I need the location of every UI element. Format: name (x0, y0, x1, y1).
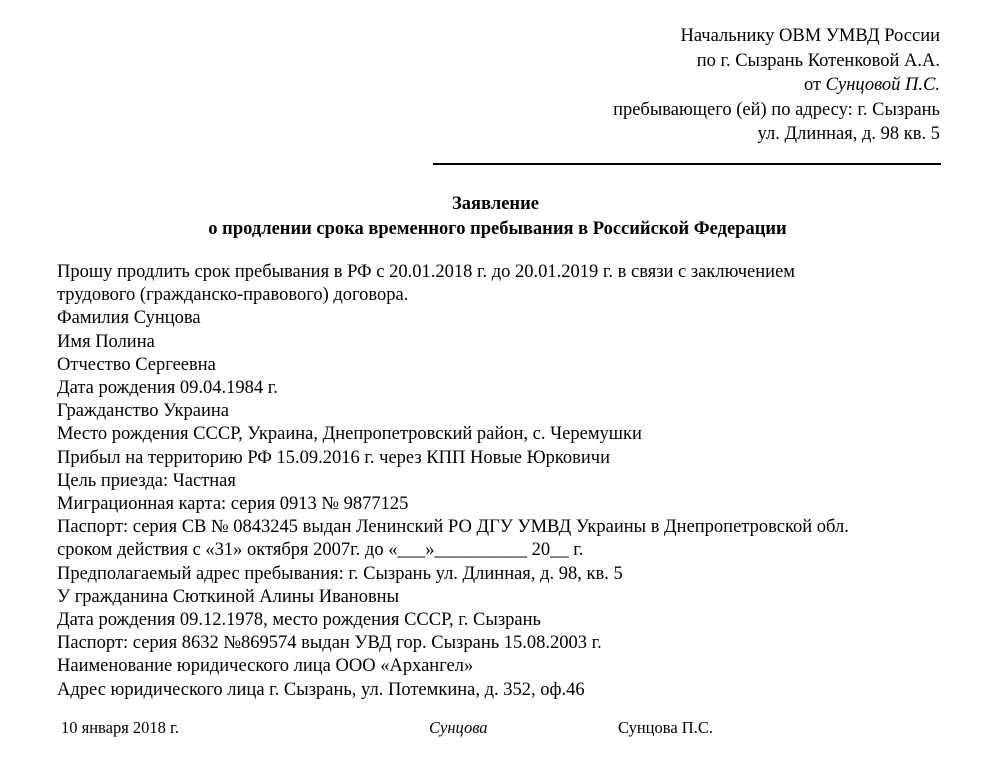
purpose-line: Цель приезда: Частная (57, 470, 236, 491)
host-name-line: У гражданина Сюткиной Алины Ивановны (57, 586, 400, 607)
body-line: Прошу продлить срок пребывания в РФ с 20.01.2018 г. до 20.01.2019 г. в связи с заключением (57, 262, 795, 282)
signature: Сунцова (429, 718, 488, 737)
document-body (57, 261, 947, 702)
birth-date-line: Дата рождения 09.04.1984 г. (57, 378, 278, 399)
addressee-block (613, 24, 940, 147)
citizenship-line: Гражданство Украина (57, 401, 230, 422)
passport-line: Паспорт: серия СВ № 0843245 выдан Ленинский РО ДГУ УМВД Украины в Днепропетровской обл. (57, 517, 849, 538)
arrival-line: Прибыл на территорию РФ 15.09.2016 г. через КПП Новые Юрковичи (57, 447, 611, 468)
sender-name: Сунцовой П.С. (825, 75, 940, 95)
sender-address-line-2: ул. Длинная, д. 98 кв. 5 (757, 124, 940, 144)
birth-place-line: Место рождения СССР, Украина, Днепропетровский район, с. Черемушки (57, 424, 642, 445)
document-title (0, 192, 987, 242)
sender-line (613, 73, 940, 98)
passport-validity-line: сроком действия с «31» октября 2007г. до «___»__________ 20__ г. (57, 540, 584, 561)
addressee-line-2: по г. Сызрань Котенковой А.А. (696, 50, 940, 71)
header-divider (433, 163, 941, 165)
sender-prefix: от (803, 75, 826, 95)
signing-date: 10 января 2018 г. (61, 718, 180, 737)
first-name-line: Имя Полина (57, 331, 155, 352)
addressee-line-1: Начальнику ОВМ УМВД России (680, 26, 940, 46)
legal-entity-address-line: Адрес юридического лица г. Сызрань, ул. Потемкина, д. 352, оф.46 (57, 679, 585, 700)
migration-card-line: Миграционная карта: серия 0913 № 9877125 (57, 494, 409, 515)
legal-entity-name-line: Наименование юридического лица ООО «Архангел» (57, 656, 474, 677)
host-passport-line: Паспорт: серия 8632 №869574 выдан УВД гор. Сызрань 15.08.2003 г. (57, 633, 602, 654)
body-line: трудового (гражданско-правового) договора. (57, 285, 409, 306)
patronymic-line: Отчество Сергеевна (57, 354, 216, 375)
signer-name: Сунцова П.С. (618, 718, 713, 737)
title-line-2: о продлении срока временного пребывания в Российской Федерации (208, 219, 787, 239)
sender-address-line-1: пребывающего (ей) по адресу: г. Сызрань (613, 99, 940, 120)
stay-address-line: Предполагаемый адрес пребывания: г. Сызрань ул. Длинная, д. 98, кв. 5 (57, 563, 623, 584)
title-line-1: Заявление (452, 194, 539, 214)
surname-line: Фамилия Сунцова (57, 308, 201, 329)
host-birth-line: Дата рождения 09.12.1978, место рождения СССР, г. Сызрань (57, 610, 541, 631)
